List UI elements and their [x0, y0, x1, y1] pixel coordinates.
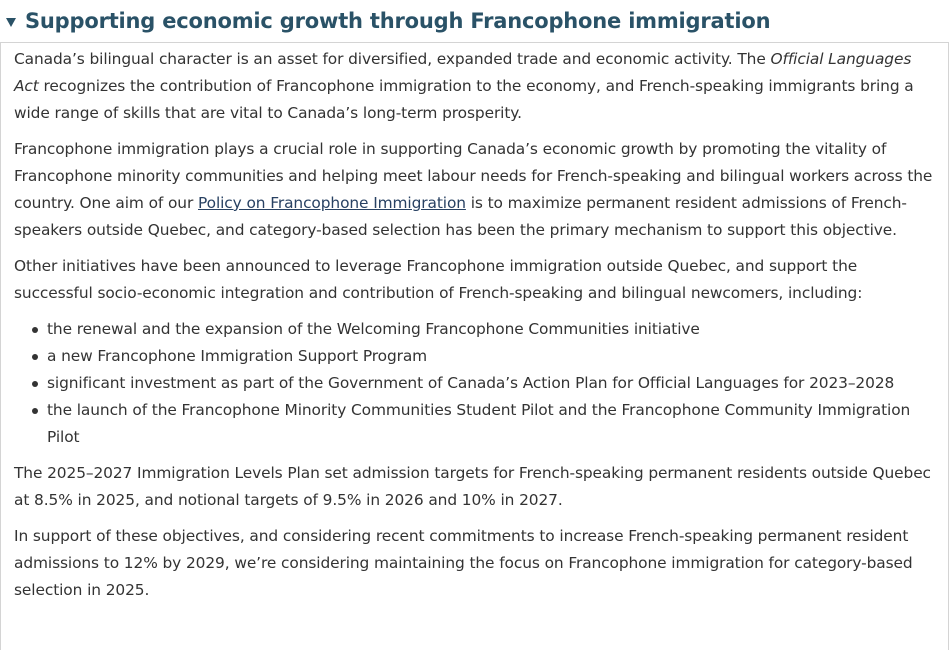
paragraph-text: is to maximize permanent resident admissions of French-speakers outside Quebec, and category-based selection has been the primary mechanism to support this objective.	[14, 194, 907, 239]
official-languages-act: Official Languages Act	[14, 50, 912, 95]
paragraph-support-objectives: In support of these objectives, and considering recent commitments to increase French-speaking permanent resident admissions to 12% by 2029, we’re considering maintaining the focus on Francophone immigration for category-based selection in 2025.	[14, 527, 913, 599]
section-title: Supporting economic growth through Francophone immigration	[25, 9, 771, 33]
paragraph-bilingual-character	[14, 46, 934, 127]
paragraph-text: recognizes the contribution of Francophone immigration to the economy, and French-speaking immigrants bring a wide range of skills that are vital to Canada’s long-term prosperity.	[14, 77, 914, 122]
initiatives-list	[14, 316, 934, 451]
paragraph-text: Canada’s bilingual character is an asset for diversified, expanded trade and economic activity. The	[14, 50, 771, 68]
list-item: significant investment as part of the Government of Canada’s Action Plan for Official Languages for 2023–2028	[47, 370, 934, 397]
triangle-down-icon	[6, 18, 16, 27]
paragraph-levels-plan: The 2025–2027 Immigration Levels Plan set admission targets for French-speaking permanent residents outside Quebec at 8.5% in 2025, and notional targets of 9.5% in 2026 and 10% in 2027.	[14, 464, 931, 509]
policy-francophone-immigration-link[interactable]: Policy on Francophone Immigration	[198, 194, 466, 212]
list-item: the launch of the Francophone Minority Communities Student Pilot and the Francophone Community Immigration Pilot	[47, 397, 934, 451]
list-item: the renewal and the expansion of the Welcoming Francophone Communities initiative	[47, 316, 934, 343]
paragraph-text: Francophone immigration plays a crucial role in supporting Canada’s economic growth by promoting the vitality of Francophone minority communities and helping meet labour needs for French-speaking and bilingual workers across the country. One aim of our	[14, 140, 933, 212]
paragraph-other-initiatives: Other initiatives have been announced to leverage Francophone immigration outside Quebec, and support the successful socio-economic integration and contribution of French-speaking and bilingual newcomers, including:	[14, 257, 863, 302]
paragraph-economic-growth	[14, 136, 934, 244]
section-body	[0, 43, 949, 650]
list-item: a new Francophone Immigration Support Program	[47, 343, 934, 370]
section-header[interactable]	[0, 0, 949, 43]
